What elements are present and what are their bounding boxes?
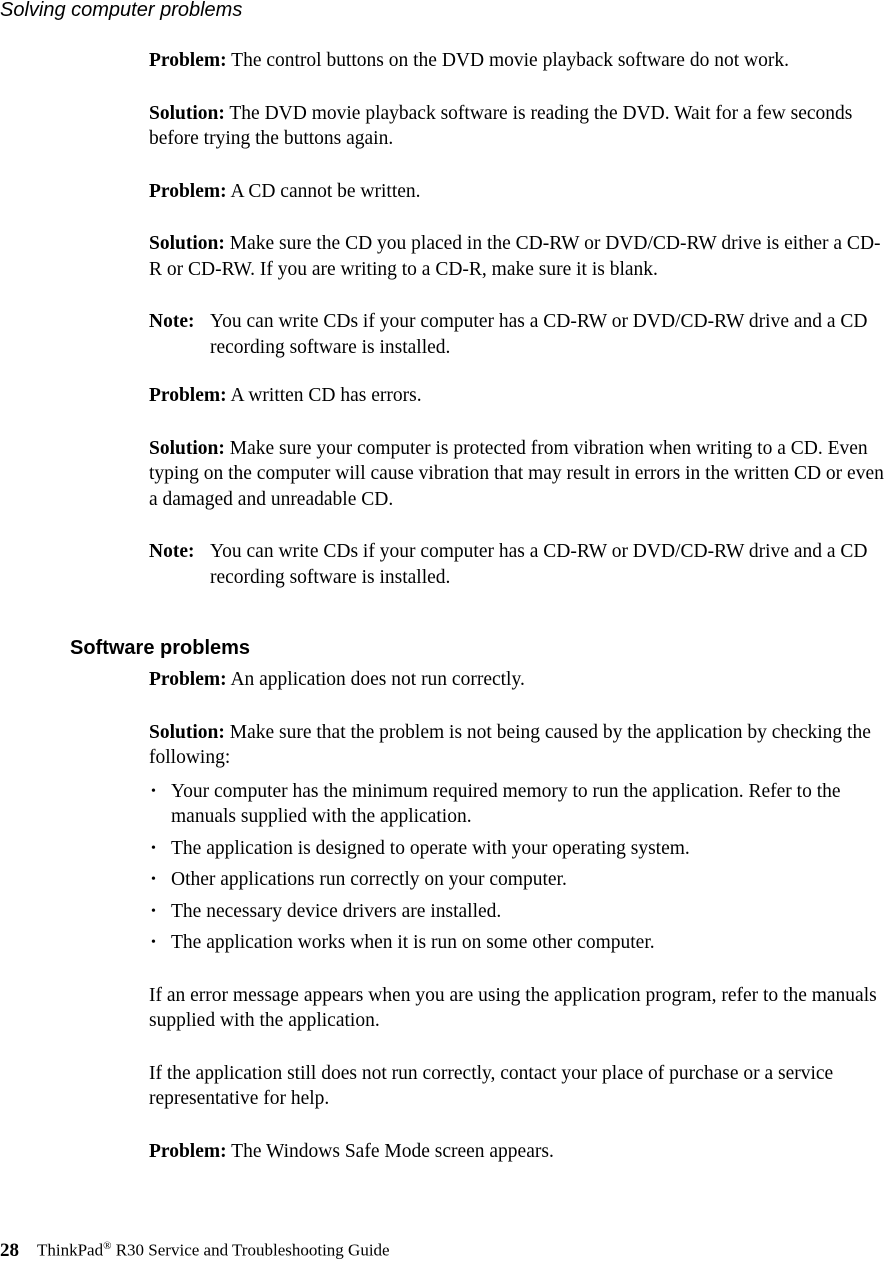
solution-text: Make sure the CD you placed in the CD-RW or DVD/CD-RW drive is either a CD-R or CD-RW. If you are writing to a CD-R, make sure it is blank. — [149, 233, 881, 280]
problem-safe-mode — [149, 1139, 885, 1165]
problem-label: Problem: — [149, 180, 227, 202]
list-item: • Other applications run correctly on your computer. — [149, 867, 885, 893]
note-text: You can write CDs if your computer has a CD-RW or DVD/CD-RW drive and a CD recording software is installed. — [210, 311, 868, 358]
note-cd-errors — [149, 539, 885, 590]
list-item: • The application is designed to operate with your operating system. — [149, 836, 885, 862]
paragraph-error-message: If an error message appears when you are using the application program, refer to the manuals supplied with the application. — [149, 984, 877, 1031]
solution-text: The DVD movie playback software is reading the DVD. Wait for a few seconds before trying the buttons again. — [149, 102, 853, 149]
footer-title: R30 Service and Troubleshooting Guide — [111, 1240, 390, 1260]
list-item: • Your computer has the minimum required memory to run the application. Refer to the manuals supplied with the application. — [149, 779, 885, 830]
footer-brand: ThinkPad — [37, 1240, 104, 1260]
problem-text: The control buttons on the DVD movie playback software do not work. — [231, 50, 789, 71]
problem-dvd-buttons — [149, 48, 885, 74]
problem-text: An application does not run correctly. — [230, 669, 525, 690]
solution-label: Solution: — [149, 721, 225, 743]
solution-label: Solution: — [149, 437, 225, 459]
running-head: Solving computer problems — [0, 0, 243, 21]
solution-label: Solution: — [149, 102, 225, 124]
problem-text: A written CD has errors. — [230, 385, 422, 406]
problem-cd-errors — [149, 383, 885, 409]
list-item: • The application works when it is run on some other computer. — [149, 930, 885, 956]
problem-text: The Windows Safe Mode screen appears. — [231, 1140, 554, 1162]
page-number: 28 — [0, 1239, 19, 1261]
problem-label: Problem: — [149, 50, 227, 71]
solution-cd-write — [149, 231, 885, 282]
problem-label: Problem: — [149, 669, 227, 690]
software-section — [149, 667, 885, 1191]
solution-dvd-buttons — [149, 101, 885, 152]
solution-cd-errors — [149, 436, 885, 513]
solution-text: Make sure that the problem is not being caused by the application by checking the following: — [149, 721, 871, 768]
note-text: You can write CDs if your computer has a CD-RW or DVD/CD-RW drive and a CD recording software is installed. — [210, 541, 868, 588]
solution-text: Make sure your computer is protected from vibration when writing to a CD. Even typing on the computer will cause vibration that may result in errors in the written CD or even a damaged and unreadable CD. — [149, 437, 884, 510]
note-label: Note: — [149, 311, 195, 332]
checklist — [149, 779, 885, 956]
problem-cd-write — [149, 179, 885, 205]
solution-label: Solution: — [149, 233, 225, 254]
note-cd-write — [149, 309, 885, 360]
registered-mark: ® — [103, 1240, 112, 1252]
problem-text: A CD cannot be written. — [230, 180, 421, 202]
problem-label: Problem: — [149, 1140, 227, 1162]
list-item: • The necessary device drivers are installed. — [149, 899, 885, 925]
section-heading-software: Software problems — [70, 637, 251, 659]
solution-app-run — [149, 720, 885, 771]
page-footer — [0, 1235, 390, 1262]
paragraph-contact: If the application still does not run correctly, contact your place of purchase or a service representative for help. — [149, 1062, 834, 1109]
problem-app-run — [149, 667, 885, 693]
note-label: Note: — [149, 541, 195, 562]
problem-label: Problem: — [149, 385, 227, 406]
cd-dvd-section — [149, 48, 885, 613]
